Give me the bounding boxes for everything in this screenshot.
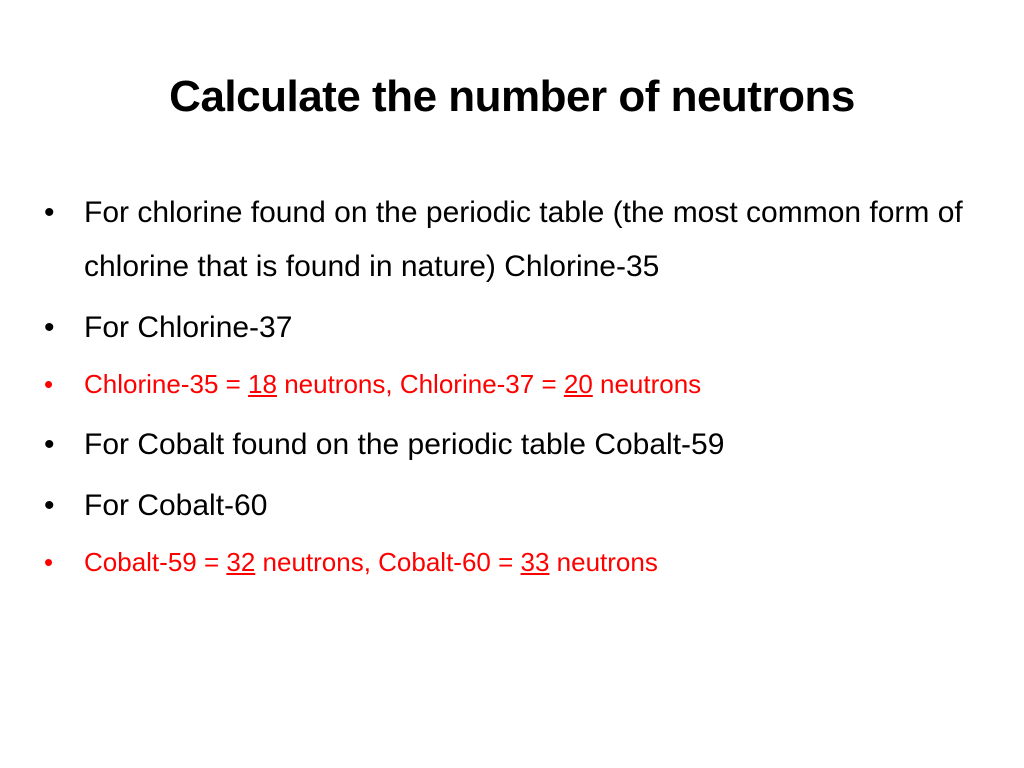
bullet-icon: • — [44, 547, 54, 577]
bullet-icon: • — [44, 489, 55, 522]
bullet-icon: • — [44, 196, 55, 229]
answer-text-part1: Chlorine-35 = — [84, 369, 249, 399]
bullet-icon: • — [44, 311, 55, 344]
bullet-list — [44, 186, 1004, 596]
bullet-text: For Cobalt-60 — [84, 489, 268, 522]
bullet-icon: • — [44, 369, 54, 399]
answer-value-cobalt-60: 33 — [520, 547, 550, 577]
answer-text-part3: neutrons — [549, 547, 658, 577]
answer-value-chlorine-35: 18 — [248, 369, 277, 399]
bullet-icon: • — [44, 428, 55, 461]
bullet-item-cobalt-60 — [44, 479, 1004, 533]
bullet-item-cobalt-59 — [44, 418, 1004, 472]
bullet-item-cobalt-answer — [44, 540, 1004, 584]
bullet-item-chlorine-answer — [44, 362, 1004, 406]
answer-text-part2: neutrons, Chlorine-37 = — [276, 369, 564, 399]
bullet-text: For Cobalt found on the periodic table Cobalt-59 — [84, 428, 725, 461]
answer-value-cobalt-59: 32 — [226, 547, 256, 577]
bullet-item-chlorine-37 — [44, 301, 1004, 355]
bullet-text: For chlorine found on the periodic table (the most common form of chlorine that is found in nature) Chlorine-35 — [84, 196, 963, 283]
bullet-text: For Chlorine-37 — [84, 311, 293, 344]
answer-text-part2: neutrons, Cobalt-60 = — [255, 547, 521, 577]
slide-title: Calculate the number of neutrons — [169, 72, 855, 121]
answer-value-chlorine-37: 20 — [563, 369, 593, 399]
answer-text-part1: Cobalt-59 = — [84, 547, 227, 577]
bullet-item-chlorine-35 — [44, 186, 1004, 294]
answer-text-part3: neutrons — [592, 369, 702, 399]
